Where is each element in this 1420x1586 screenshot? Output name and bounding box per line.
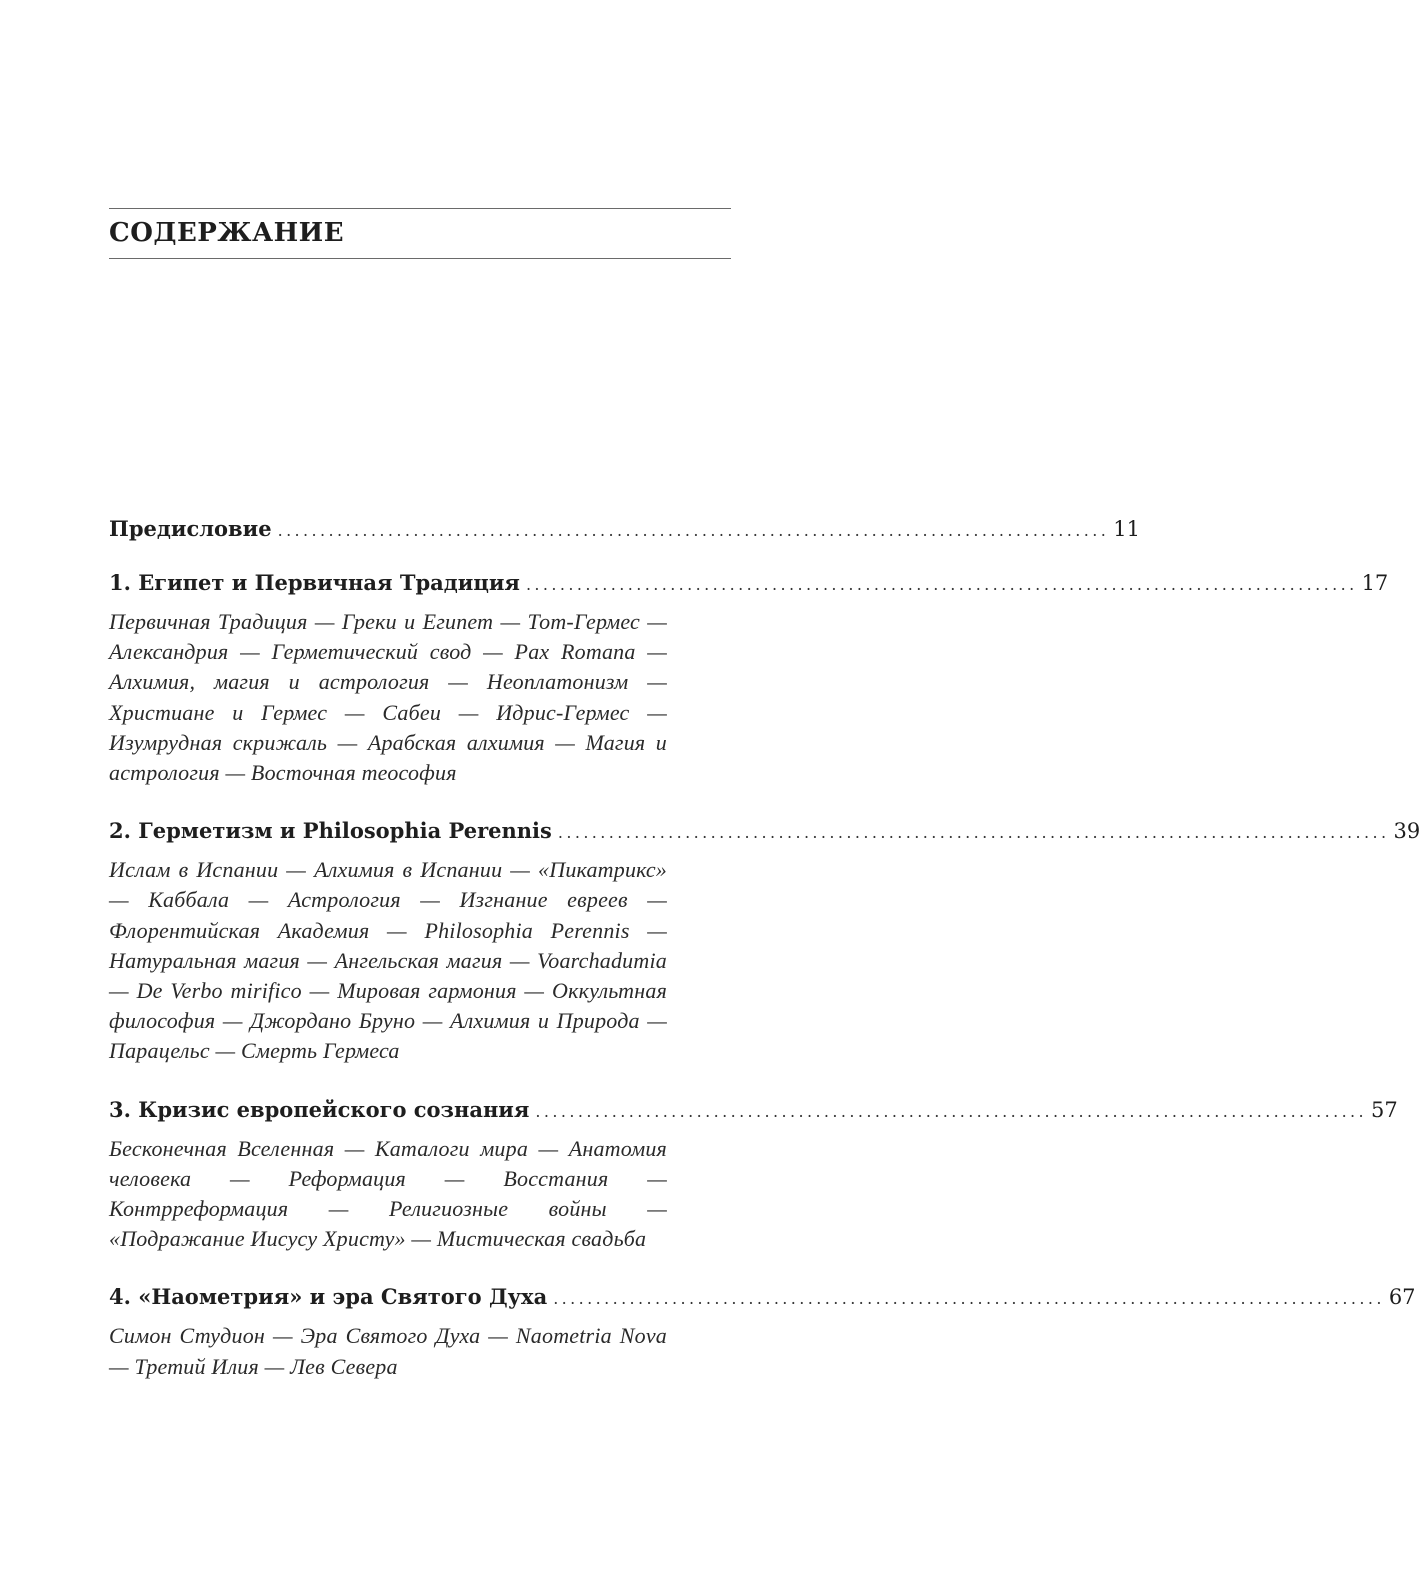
toc-entry-title-row: [109, 814, 1420, 848]
toc-entry-title-row: [109, 512, 1140, 546]
dot-leader: ..................................................................................................: [553, 1289, 1385, 1309]
toc-entry-title-row: [109, 566, 1389, 600]
toc-entry-title-row: [109, 1280, 1416, 1314]
toc-entry-chapter-3[interactable]: [109, 1093, 1398, 1255]
toc-entry-title: 4. «Наометрия» и эра Святого Духа: [109, 1284, 548, 1310]
dot-leader: ..................................................................................................: [277, 521, 1110, 540]
toc-entry-title: 3. Кризис европейского сознания: [109, 1096, 530, 1122]
toc-entry-page: 17: [1361, 571, 1389, 595]
toc-entry-page: 39: [1393, 819, 1420, 844]
toc-entry-description: Бесконечная Вселенная — Каталоги мира — Анатомия человека — Реформация — Восстания — Контрреформация — Религиозные войны — «Подражание Иисусу Христу» — Мистическая свадьба: [109, 1135, 667, 1252]
toc-entry-description: Первичная Традиция — Греки и Египет — Тот-Гермес — Александрия — Герметический свод — Pax Romana — Алхимия, магия и астрология — Неоплатонизм — Христиане и Гермес — Сабеи — Идрис-Гермес — Изумрудная скрижаль — Арабская алхимия — Магия и астрология — Восточная теософия: [109, 609, 667, 786]
toc-entry-title: 2. Герметизм и Philosophia Perennis: [109, 818, 552, 844]
dot-leader: ..................................................................................................: [535, 1101, 1368, 1121]
toc-entry-page: 67: [1388, 1285, 1416, 1310]
toc-entry-page: 11: [1113, 517, 1140, 541]
table-of-contents: [109, 512, 1420, 1408]
toc-entry-chapter-4[interactable]: [109, 1280, 1416, 1381]
heading-top-rule: [109, 208, 731, 209]
toc-entry-description: Симон Студион — Эра Святого Духа — Naometria Nova — Третий Илия — Лев Севера: [109, 1323, 667, 1379]
heading-bottom-rule: [109, 258, 731, 259]
toc-entry-preface[interactable]: [109, 512, 1140, 546]
toc-entry-chapter-2[interactable]: [109, 814, 1420, 1066]
toc-entry-chapter-1[interactable]: [109, 566, 1389, 788]
toc-entry-description: Ислам в Испании — Алхимия в Испании — «Пикатрикс» — Каббала — Астрология — Изгнание евреев — Флорентийская Академия — Philosophia Perennis — Натуральная магия — Ангельская магия — Voarchadumia — De Verbo mirifico — Мировая гармония — Оккультная философия — Джордано Бруно — Алхимия и Природа — Парацельс — Смерть Гермеса: [109, 857, 667, 1064]
toc-entry-title: Предисловие: [109, 516, 272, 541]
toc-entry-title: 1. Египет и Первичная Традиция: [109, 570, 520, 595]
dot-leader: ..................................................................................................: [557, 823, 1390, 843]
toc-entry-title-row: [109, 1093, 1398, 1127]
toc-entry-page: 57: [1371, 1097, 1398, 1122]
contents-heading: СОДЕРЖАНИЕ: [109, 218, 345, 248]
dot-leader: ..................................................................................................: [525, 575, 1358, 594]
